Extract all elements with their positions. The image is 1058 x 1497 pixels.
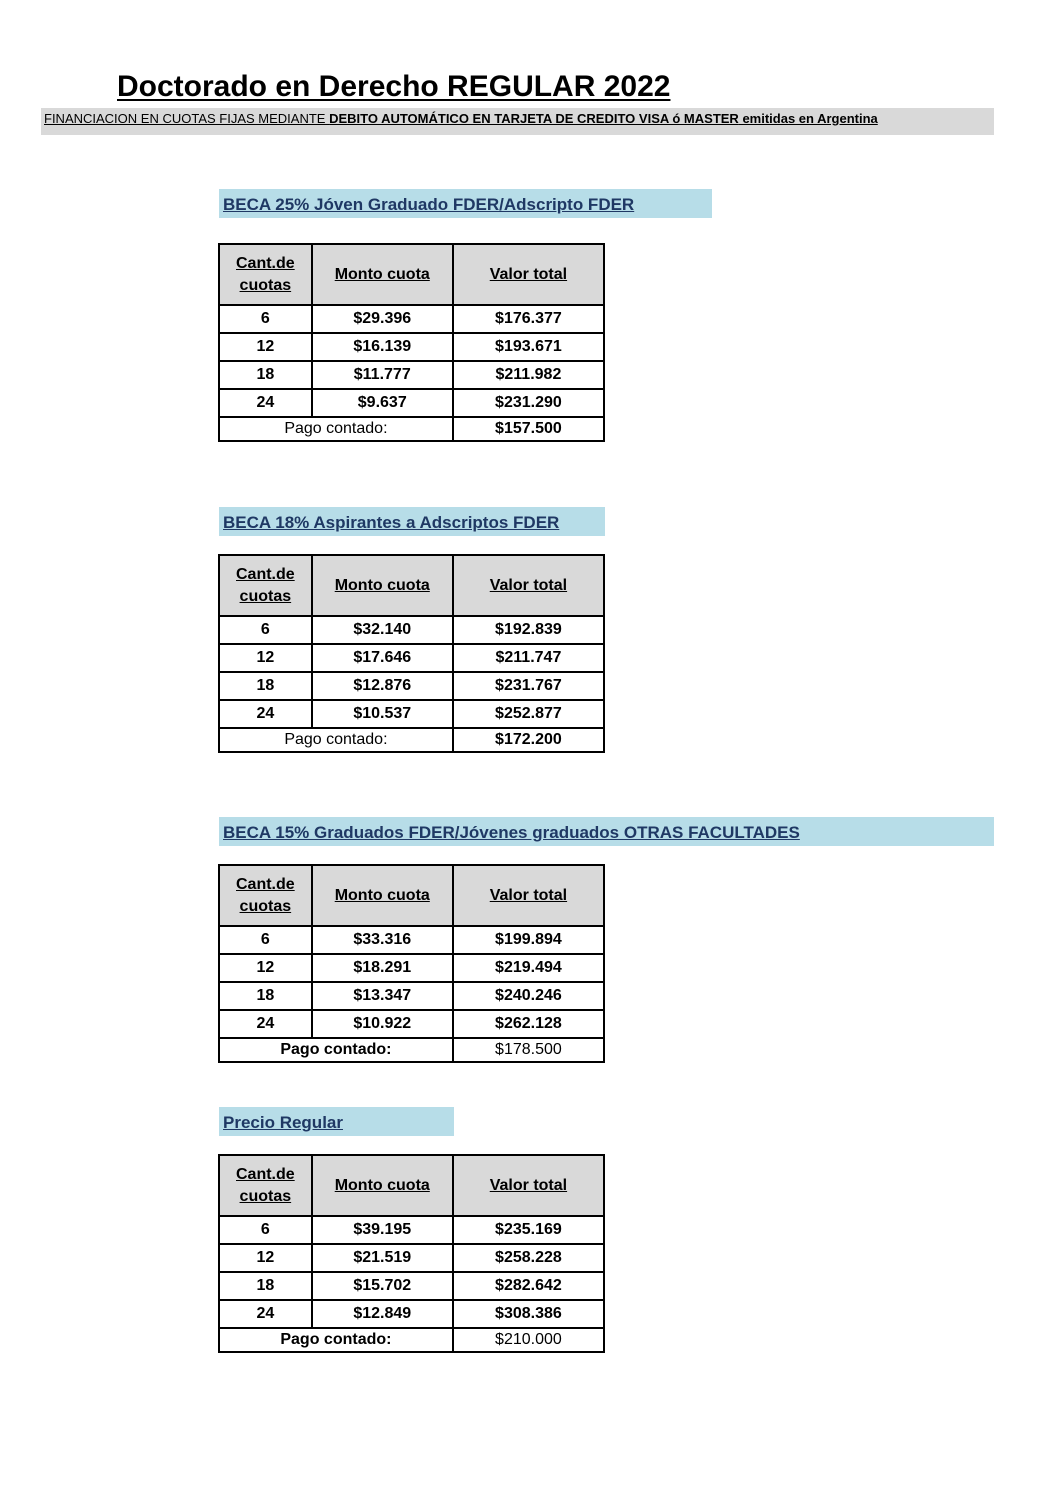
financing-table-beca-18 (218, 554, 605, 753)
table-row (219, 1216, 604, 1244)
subtitle-part3: emitidas en Argentina (738, 111, 878, 126)
cell-total: $231.290 (453, 389, 604, 417)
contado-value: $157.500 (453, 417, 604, 441)
cell-monto: $13.347 (312, 982, 453, 1010)
header-cant-cuotas: Cant.de cuotas (219, 1155, 312, 1216)
cell-monto: $10.537 (312, 700, 453, 728)
contado-row (219, 728, 604, 752)
table-header-row (219, 555, 604, 616)
header-cant-cuotas: Cant.de cuotas (219, 555, 312, 616)
contado-row (219, 1038, 604, 1062)
table-header-row (219, 865, 604, 926)
cell-total: $211.982 (453, 361, 604, 389)
cell-total: $231.767 (453, 672, 604, 700)
cell-total: $235.169 (453, 1216, 604, 1244)
cell-monto: $18.291 (312, 954, 453, 982)
cell-cuotas: 18 (219, 1272, 312, 1300)
table-row (219, 1272, 604, 1300)
table-row (219, 982, 604, 1010)
cell-total: $192.839 (453, 616, 604, 644)
section-title: Precio Regular (223, 1113, 343, 1132)
section-header-precio-regular (219, 1107, 454, 1136)
cell-monto: $15.702 (312, 1272, 453, 1300)
cell-total: $193.671 (453, 333, 604, 361)
cell-total: $176.377 (453, 305, 604, 333)
table-row (219, 954, 604, 982)
table-row (219, 700, 604, 728)
financing-table-precio-regular (218, 1154, 605, 1353)
cell-total: $252.877 (453, 700, 604, 728)
cell-monto: $33.316 (312, 926, 453, 954)
cell-cuotas: 6 (219, 926, 312, 954)
subtitle-part1: FINANCIACION EN CUOTAS FIJAS MEDIANTE (44, 111, 330, 126)
table-row (219, 361, 604, 389)
section-header-beca-25 (219, 189, 712, 218)
cell-cuotas: 18 (219, 982, 312, 1010)
section-header-beca-18 (219, 507, 605, 536)
header-monto-cuota: Monto cuota (312, 244, 453, 305)
contado-value: $172.200 (453, 728, 604, 752)
cell-cuotas: 6 (219, 616, 312, 644)
cell-total: $240.246 (453, 982, 604, 1010)
header-cant-cuotas: Cant.de cuotas (219, 865, 312, 926)
contado-label: Pago contado: (219, 1328, 453, 1352)
cell-monto: $12.876 (312, 672, 453, 700)
header-valor-total: Valor total (453, 865, 604, 926)
table-row (219, 305, 604, 333)
cell-monto: $9.637 (312, 389, 453, 417)
contado-value: $210.000 (453, 1328, 604, 1352)
cell-monto: $12.849 (312, 1300, 453, 1328)
cell-cuotas: 12 (219, 333, 312, 361)
contado-value: $178.500 (453, 1038, 604, 1062)
section-header-beca-15 (219, 817, 994, 846)
header-valor-total: Valor total (453, 1155, 604, 1216)
header-monto-cuota: Monto cuota (312, 555, 453, 616)
table-row (219, 389, 604, 417)
cell-cuotas: 24 (219, 1010, 312, 1038)
header-monto-cuota: Monto cuota (312, 1155, 453, 1216)
cell-cuotas: 12 (219, 644, 312, 672)
header-cant-cuotas: Cant.de cuotas (219, 244, 312, 305)
cell-monto: $16.139 (312, 333, 453, 361)
cell-cuotas: 12 (219, 954, 312, 982)
table-row (219, 616, 604, 644)
cell-monto: $11.777 (312, 361, 453, 389)
table-header-row (219, 244, 604, 305)
cell-monto: $32.140 (312, 616, 453, 644)
table-row (219, 1300, 604, 1328)
table-row (219, 1010, 604, 1038)
cell-cuotas: 18 (219, 361, 312, 389)
cell-cuotas: 6 (219, 305, 312, 333)
header-valor-total: Valor total (453, 244, 604, 305)
page-title: Doctorado en Derecho REGULAR 2022 (117, 70, 671, 103)
cell-cuotas: 12 (219, 1244, 312, 1272)
table-header-row (219, 1155, 604, 1216)
cell-cuotas: 24 (219, 700, 312, 728)
cell-monto: $21.519 (312, 1244, 453, 1272)
contado-label: Pago contado: (219, 1038, 453, 1062)
cell-monto: $39.195 (312, 1216, 453, 1244)
table-row (219, 926, 604, 954)
financing-table-beca-25 (218, 243, 605, 442)
cell-monto: $29.396 (312, 305, 453, 333)
table-row (219, 672, 604, 700)
header-monto-cuota: Monto cuota (312, 865, 453, 926)
table-row (219, 1244, 604, 1272)
cell-cuotas: 24 (219, 1300, 312, 1328)
header-valor-total: Valor total (453, 555, 604, 616)
cell-total: $308.386 (453, 1300, 604, 1328)
cell-cuotas: 18 (219, 672, 312, 700)
contado-row (219, 417, 604, 441)
cell-monto: $10.922 (312, 1010, 453, 1038)
cell-cuotas: 24 (219, 389, 312, 417)
contado-label: Pago contado: (219, 417, 453, 441)
cell-total: $262.128 (453, 1010, 604, 1038)
financing-table-beca-15 (218, 864, 605, 1063)
cell-monto: $17.646 (312, 644, 453, 672)
cell-total: $199.894 (453, 926, 604, 954)
section-title: BECA 15% Graduados FDER/Jóvenes graduados OTRAS FACULTADES (223, 823, 800, 842)
contado-label: Pago contado: (219, 728, 453, 752)
cell-total: $219.494 (453, 954, 604, 982)
cell-total: $211.747 (453, 644, 604, 672)
contado-row (219, 1328, 604, 1352)
cell-total: $282.642 (453, 1272, 604, 1300)
section-title: BECA 18% Aspirantes a Adscriptos FDER (223, 513, 560, 532)
financing-subtitle (41, 108, 994, 135)
table-row (219, 644, 604, 672)
subtitle-part2: DEBITO AUTOMÁTICO EN TARJETA DE CREDITO VISA ó MASTER (329, 111, 739, 126)
section-title: BECA 25% Jóven Graduado FDER/Adscripto FDER (223, 195, 635, 214)
table-row (219, 333, 604, 361)
cell-cuotas: 6 (219, 1216, 312, 1244)
cell-total: $258.228 (453, 1244, 604, 1272)
